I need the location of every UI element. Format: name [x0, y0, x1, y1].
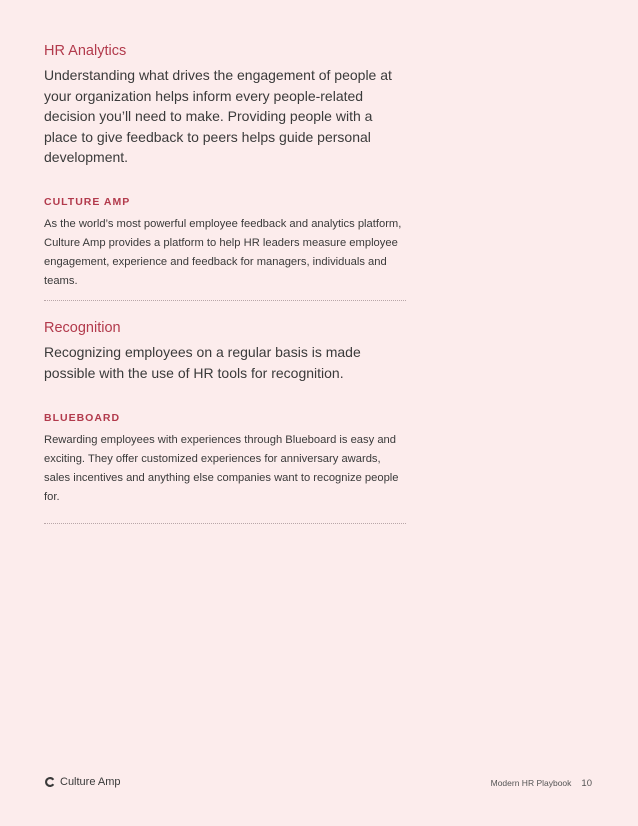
hr-analytics-heading: HR Analytics	[44, 43, 127, 59]
blueboard-vendor-description: Rewarding employees with experiences through Blueboard is easy and exciting. They offer customized experiences for anniversary awards, sales incentives and anything else companies want to recognize people for.	[44, 434, 399, 503]
hr-analytics-intro: Understanding what drives the engagement of people at your organization helps inform every people-related decision you’ll need to make. Providing people with a place to give feedback to peers helps guide personal development.	[44, 67, 392, 165]
recognition-intro: Recognizing employees on a regular basis is made possible with the use of HR tools for recognition.	[44, 344, 361, 381]
culture-amp-logo-icon	[44, 776, 56, 788]
footer-brand-name: Culture Amp	[60, 776, 121, 788]
blueboard-block	[44, 412, 406, 507]
hr-analytics-section	[44, 42, 406, 168]
blueboard-vendor-name: BLUEBOARD	[44, 412, 121, 424]
section-divider	[44, 300, 406, 301]
page-number: 10	[581, 778, 592, 789]
culture-amp-vendor-description: As the world’s most powerful employee feedback and analytics platform, Culture Amp provides a platform to help HR leaders measure employee engagement, experience and feedback for managers, individuals and teams.	[44, 218, 402, 287]
footer-brand	[44, 776, 121, 788]
footer-page-info	[491, 778, 592, 789]
recognition-heading: Recognition	[44, 320, 121, 336]
section-divider	[44, 523, 406, 524]
footer-document-title: Modern HR Playbook	[490, 778, 572, 788]
culture-amp-block	[44, 196, 406, 291]
culture-amp-vendor-name: CULTURE AMP	[44, 196, 131, 208]
recognition-section	[44, 319, 406, 383]
